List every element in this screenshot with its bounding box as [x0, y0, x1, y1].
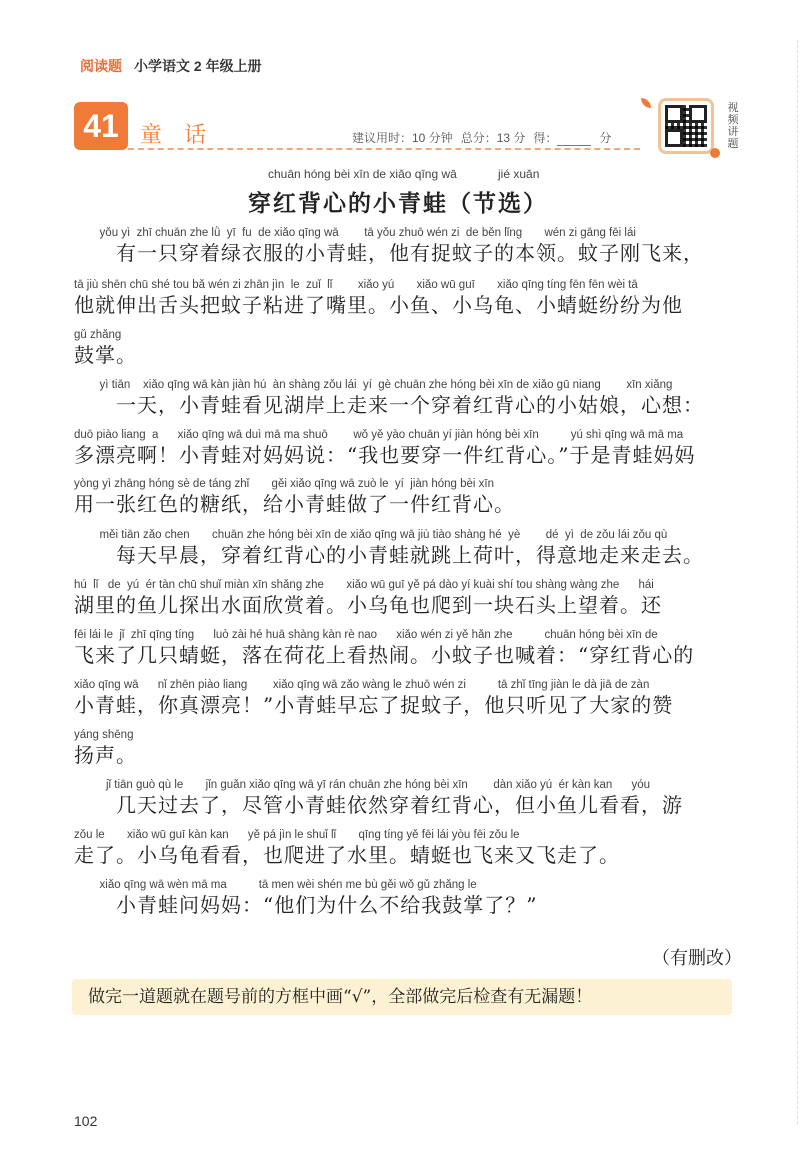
passage-line: zǒu le xiǎo wū guī kàn kan yě pá jìn le shuǐ lǐ qīng tíng yě fēi lái yòu fēi zǒu le 走了。小乌龟看看，也爬进了水里。蜻蜓也飞来又飞走了。 [74, 829, 620, 867]
total-score: 总分：13 分 [460, 131, 526, 145]
passage-line: duō piào liang a xiǎo qīng wā duì mā ma shuō wǒ yě yào chuān yí jiàn hóng bèi xīn yú shì qīng wā mā ma 多漂亮啊！小青蛙对妈妈说：“我也要穿一件红背心。”于是青蛙妈妈 [74, 429, 696, 467]
source-note: （有删改） [652, 948, 742, 969]
passage-line: yǒu yì zhī chuān zhe lǜ yī fu de xiǎo qīng wā tā yǒu zhuō wén zi de běn lǐng wén zi gāng fēi lái 有一只穿着绿衣服的小青蛙，他有捉蚊子的本领。蚊子刚飞来， [74, 227, 704, 265]
dot-icon [710, 148, 720, 158]
lesson-number-badge: 41 [74, 102, 128, 150]
passage-line: měi tiān zǎo chen chuān zhe hóng bèi xīn de xiǎo qīng wā jiù tiào shàng hé yè dé yì de zǒu lái zǒu qù 每天早晨，穿着红背心的小青蛙就跳上荷叶，得意地走来走去。 [74, 529, 704, 567]
header-book: 小学语文 2 年级上册 [134, 58, 262, 74]
passage-line: yòng yì zhāng hóng sè de táng zhǐ gěi xiǎo qīng wā zuò le yí jiàn hóng bèi xīn 用一张红色的糖纸，给小青蛙做了一件红背心。 [74, 478, 515, 516]
lesson-type: 童 话 [140, 122, 215, 147]
passage-line: tā jiù shēn chū shé tou bǎ wén zi zhān jìn le zuǐ lǐ xiǎo yú xiǎo wū guī xiǎo qīng tíng fēn fēn wèi tā 他就伸出舌头把蚊子粘进了嘴里。小鱼、小乌龟、小蜻蜓纷纷为他 [74, 279, 683, 317]
passage-line: xiǎo qīng wā nǐ zhēn piào liang xiǎo qīng wā zǎo wàng le zhuō wén zi tā zhǐ tīng jiàn le dà jiā de zàn 小青蛙，你真漂亮！”小青蛙早忘了捉蚊子，他只听见了大家的赞 [74, 679, 674, 717]
passage-line: jǐ tiān guò qù le jǐn guǎn xiǎo qīng wā yī rán chuān zhe hóng bèi xīn dàn xiǎo yú ér kàn kan yóu 几天过去了，尽管小青蛙依然穿着红背心，但小鱼儿看看，游 [74, 779, 683, 817]
title-pinyin: chuān hóng bèi xīn de xiǎo qīng wā [268, 167, 457, 181]
video-explain-label: 视频讲题 [727, 102, 739, 150]
leaf-icon [641, 98, 651, 108]
instruction-banner: 做完一道题就在题号前的方框中画“√”，全部做完后检查有无漏题！ [72, 979, 732, 1015]
title-pinyin-sub: jié xuǎn [498, 167, 540, 181]
suggested-time: 建议用时：10 分钟 [352, 131, 453, 145]
score-unit: 分 [599, 131, 612, 145]
passage-line: xiǎo qīng wā wèn mā ma tā men wèi shén me bù gěi wǒ gǔ zhǎng le 小青蛙问妈妈：“他们为什么不给我鼓掌了？” [74, 879, 538, 917]
passage-line: yì tiān xiǎo qīng wā kàn jiàn hú àn shàng zǒu lái yí gè chuān zhe hóng bèi xīn de xiǎo gū niang xīn xiǎng 一天，小青蛙看见湖岸上走来一个穿着红背心的小姑娘，心想： [74, 379, 704, 417]
page-edge-dashes [797, 40, 798, 1124]
passage-title: 穿红背心的小青蛙（节选） [248, 190, 548, 217]
header-category: 阅读题 [80, 58, 122, 74]
passage-line: yáng shēng 扬声。 [74, 729, 137, 767]
header-divider [128, 148, 640, 150]
running-header [80, 56, 262, 76]
passage-line: gǔ zhǎng 鼓掌。 [74, 329, 137, 367]
score-blank[interactable] [557, 133, 591, 146]
score-label: 得： [533, 131, 558, 145]
lesson-meta [352, 129, 619, 146]
passage-line: fēi lái le jǐ zhī qīng tíng luò zài hé huā shàng kàn rè nao xiǎo wén zi yě hǎn zhe chuān hóng bèi xīn de 飞来了几只蜻蜓，落在荷花上看热闹。小蚊子也喊着：“穿红背心的 [74, 629, 695, 667]
qr-code[interactable] [658, 98, 714, 154]
page-number: 102 [74, 1113, 98, 1129]
passage-line: hú lǐ de yú ér tàn chū shuǐ miàn xīn shǎng zhe xiǎo wū guī yě pá dào yí kuài shí tou shàng wàng zhe hái 湖里的鱼儿探出水面欣赏着。小乌龟也爬到一块石头上望着。还 [74, 579, 662, 617]
